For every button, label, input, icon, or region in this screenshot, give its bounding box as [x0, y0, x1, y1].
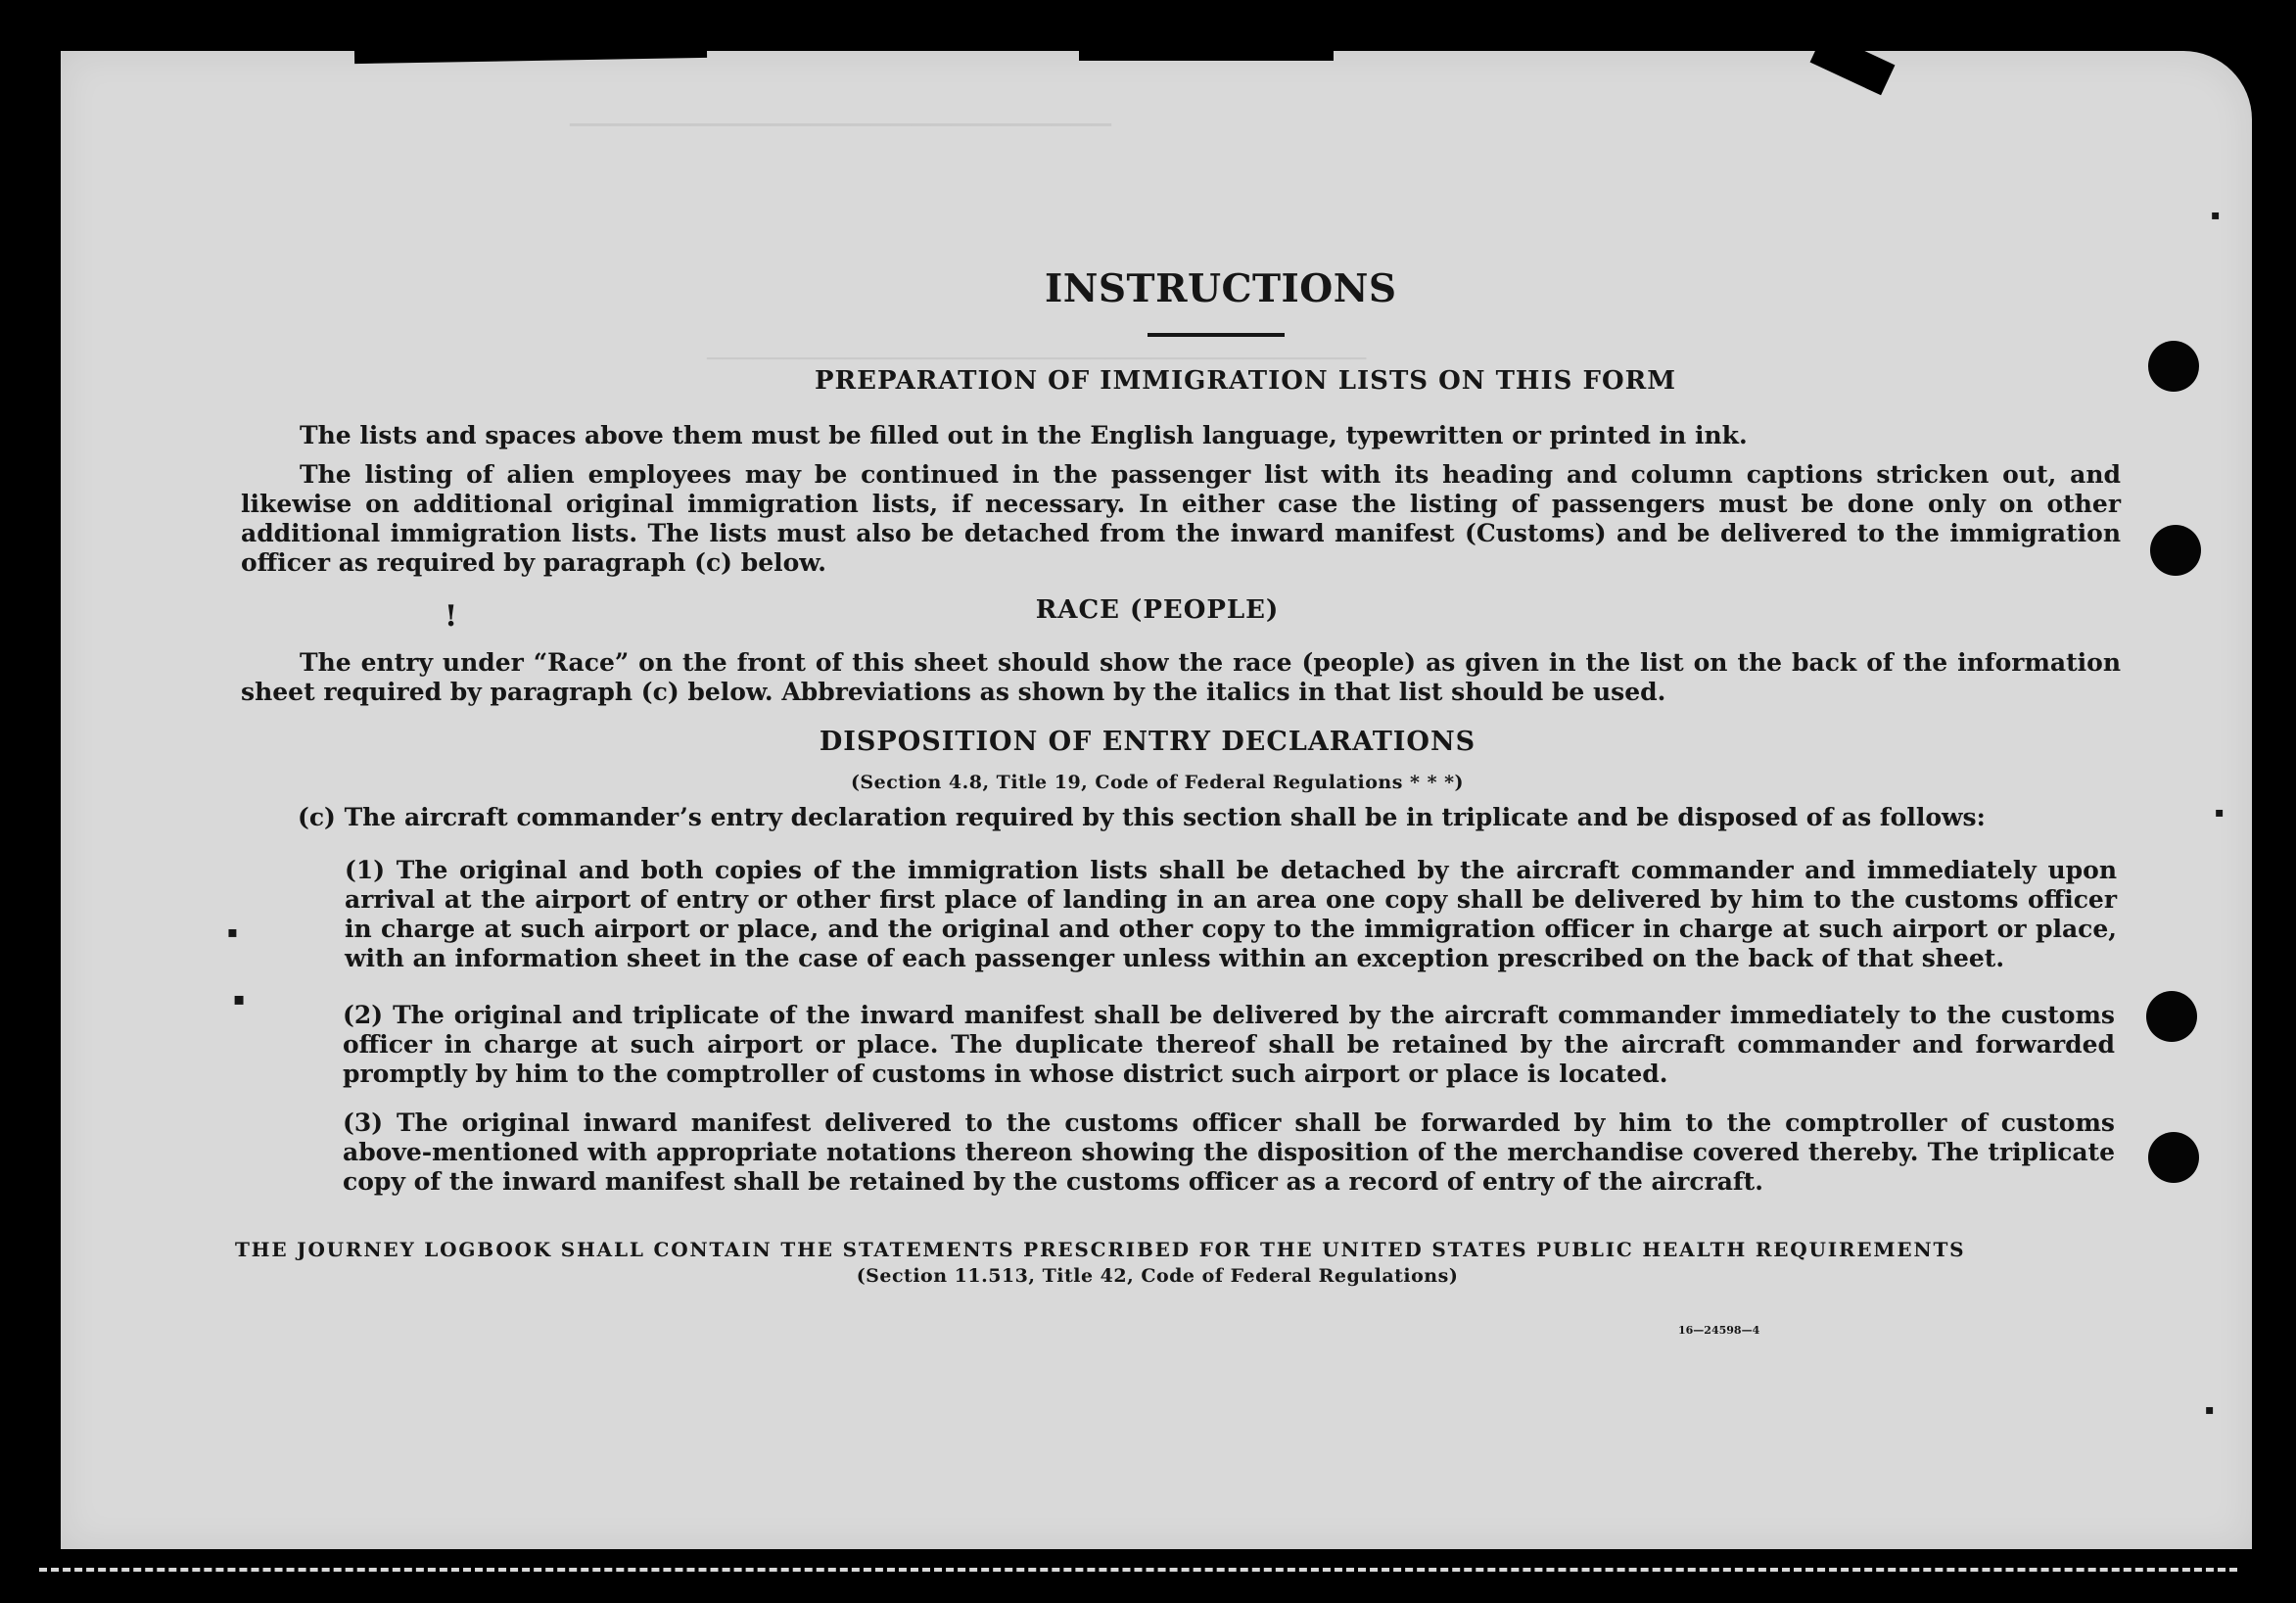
race-text: The entry under “Race” on the front of this sheet should show the race (people) as given in the list on the back of the information sheet required by paragraph (c) below. Abbreviations as shown by the italics in that list should be used.	[241, 648, 2121, 706]
race-heading: RACE (PEOPLE)	[1035, 595, 1280, 625]
instructions-title: INSTRUCTIONS	[1045, 266, 1397, 311]
disposition-item-1	[345, 856, 2117, 973]
preparation-heading: PREPARATION OF IMMIGRATION LISTS ON THIS FORM	[815, 366, 1676, 396]
disposition-item-3	[343, 1108, 2115, 1197]
disposition-heading: DISPOSITION OF ENTRY DECLARATIONS	[819, 727, 1476, 757]
show-through-texture: ───────────────────────────	[570, 106, 1111, 145]
preparation-paragraph-1	[241, 421, 2121, 450]
torn-edge	[1810, 51, 1896, 95]
perforation-line	[39, 1568, 2237, 1578]
torn-edge	[354, 51, 707, 64]
speck: ▪	[233, 989, 246, 1010]
speck: ▪	[2215, 805, 2225, 821]
disposition-subheading: (Section 4.8, Title 19, Code of Federal Regulations * * *)	[850, 772, 1465, 793]
punch-hole	[2150, 525, 2201, 576]
preparation-paragraph-2	[241, 460, 2121, 578]
preparation-text-1: The lists and spaces above them must be filled out in the English language, typewritten or printed in ink.	[300, 421, 1748, 449]
speck: ▪	[2211, 208, 2221, 223]
item-1-text: (1) The original and both copies of the immigration lists shall be detached by the aircraft commander and immediately upon arrival at the airport of entry or other first place of landing in an area one copy shall be delivered by him to the customs officer in charge at such airport or place, and the original and other copy to the immigration officer in charge at such airport or place, with an information sheet in the case of each passenger unless within an exception prescribed on the back of that sheet.	[345, 856, 2117, 972]
form-number: 16—24598—4	[1678, 1324, 1760, 1337]
item-2-text: (2) The original and triplicate of the inward manifest shall be delivered by the aircraft commander immediately to the customs officer in charge at such airport or place. The duplicate thereof shall be retained by the aircraft commander and forwarded promptly by him to the comptroller of customs in whose district such airport or place is located.	[343, 1001, 2115, 1088]
punch-hole	[2148, 1132, 2199, 1183]
speck: ▪	[2205, 1402, 2215, 1418]
torn-edge	[1079, 51, 1334, 61]
public-health-statement: THE JOURNEY LOGBOOK SHALL CONTAIN THE STATEMENTS PRESCRIBED FOR THE UNITED STATES PUBLIC HEALTH REQUIREMENTS	[235, 1238, 1966, 1261]
disposition-item-2	[343, 1001, 2115, 1089]
title-underline	[1148, 333, 1285, 337]
perforated-edge	[0, 1568, 2296, 1603]
punch-hole	[2146, 991, 2197, 1042]
margin-mark: !	[445, 599, 458, 634]
show-through-texture: ───────────────────────────────────────────	[707, 345, 1367, 374]
race-paragraph	[241, 648, 2121, 707]
document-sheet	[61, 51, 2252, 1549]
preparation-text-2: The listing of alien employees may be continued in the passenger list with its heading and column captions stricken out, and likewise on additional original immigration lists, if necessary. In either case the listing of passengers must be done only on other additional immigration lists. The lists must also be detached from the inward manifest (Customs) and be delivered to the immigration officer as required by paragraph (c) below.	[241, 460, 2121, 577]
public-health-citation: (Section 11.513, Title 42, Code of Federal Regulations)	[856, 1265, 1459, 1287]
item-3-text: (3) The original inward manifest delivered to the customs officer shall be forwarded by him to the comptroller of customs above-mentioned with appropriate notations thereon showing the disposition of the merchandise covered thereby. The triplicate copy of the inward manifest shall be retained by the customs officer as a record of entry of the aircraft.	[343, 1108, 2115, 1196]
punch-hole	[2148, 341, 2199, 392]
disposition-intro: (c) The aircraft commander’s entry declaration required by this section shall be in triplicate and be disposed of as follows:	[298, 803, 1986, 831]
speck: ▪	[227, 922, 238, 941]
